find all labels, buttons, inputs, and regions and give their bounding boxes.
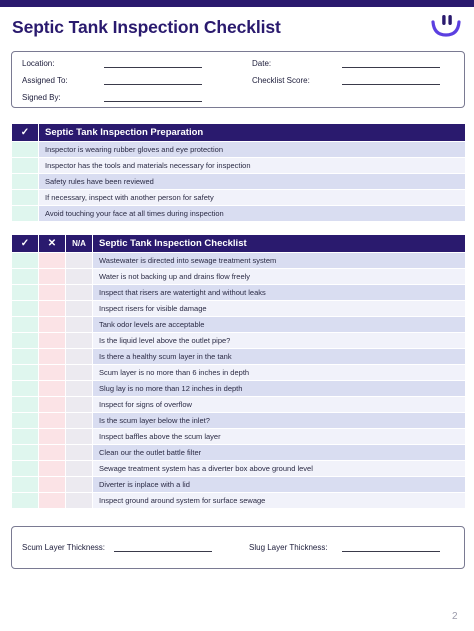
check-column-header: ✓ — [12, 235, 39, 253]
check-cell[interactable] — [12, 429, 39, 445]
x-cell[interactable] — [39, 493, 66, 509]
check-cell[interactable] — [12, 285, 39, 301]
x-cell[interactable] — [39, 253, 66, 269]
preparation-row — [12, 142, 466, 158]
checklist-row — [12, 365, 466, 381]
check-cell[interactable] — [12, 206, 39, 222]
checklist-item-text: Is there a healthy scum layer in the tank — [93, 349, 466, 365]
checklist-row — [12, 317, 466, 333]
checklist-item-text: Scum layer is no more than 6 inches in depth — [93, 365, 466, 381]
scum-layer-field[interactable] — [114, 551, 212, 552]
inspection-info-box — [11, 51, 465, 108]
date-field[interactable] — [342, 67, 440, 68]
check-cell[interactable] — [12, 493, 39, 509]
preparation-item-text: Avoid touching your face at all times during inspection — [39, 206, 466, 222]
check-cell[interactable] — [12, 381, 39, 397]
check-cell[interactable] — [12, 317, 39, 333]
na-cell[interactable] — [66, 269, 93, 285]
checklist-item-text: Inspect ground around system for surface sewage — [93, 493, 466, 509]
x-cell[interactable] — [39, 285, 66, 301]
check-cell[interactable] — [12, 142, 39, 158]
preparation-row — [12, 206, 466, 222]
na-cell[interactable] — [66, 493, 93, 509]
scum-layer-label: Scum Layer Thickness: — [22, 543, 105, 552]
checklist-item-text: Wastewater is directed into sewage treatment system — [93, 253, 466, 269]
signed-by-label: Signed By: — [22, 93, 61, 102]
x-cell[interactable] — [39, 413, 66, 429]
preparation-header-row — [12, 124, 466, 142]
checklist-item-text: Inspect risers for visible damage — [93, 301, 466, 317]
na-cell[interactable] — [66, 413, 93, 429]
slug-layer-label: Slug Layer Thickness: — [249, 543, 328, 552]
checklist-row — [12, 381, 466, 397]
location-field[interactable] — [104, 67, 202, 68]
checklist-row — [12, 301, 466, 317]
smiley-logo-icon — [430, 13, 462, 39]
x-cell[interactable] — [39, 381, 66, 397]
top-bar — [0, 0, 474, 7]
check-cell[interactable] — [12, 349, 39, 365]
x-cell[interactable] — [39, 461, 66, 477]
checklist-row — [12, 349, 466, 365]
na-cell[interactable] — [66, 445, 93, 461]
checklist-item-text: Is the liquid level above the outlet pipe? — [93, 333, 466, 349]
na-cell[interactable] — [66, 461, 93, 477]
x-cell[interactable] — [39, 429, 66, 445]
check-cell[interactable] — [12, 174, 39, 190]
check-cell[interactable] — [12, 461, 39, 477]
checklist-score-field[interactable] — [342, 84, 440, 85]
check-cell[interactable] — [12, 269, 39, 285]
checklist-item-text: Inspect that risers are watertight and without leaks — [93, 285, 466, 301]
na-column-header: N/A — [66, 235, 93, 253]
checklist-row — [12, 429, 466, 445]
checklist-row — [12, 493, 466, 509]
x-cell[interactable] — [39, 333, 66, 349]
checklist-score-label: Checklist Score: — [252, 76, 310, 85]
check-cell[interactable] — [12, 158, 39, 174]
checklist-item-text: Diverter is inplace with a lid — [93, 477, 466, 493]
page-title: Septic Tank Inspection Checklist — [12, 17, 281, 37]
checklist-item-text: Is the scum layer below the inlet? — [93, 413, 466, 429]
assigned-to-label: Assigned To: — [22, 76, 68, 85]
x-column-header: ✕ — [39, 235, 66, 253]
signed-by-field[interactable] — [104, 101, 202, 102]
check-cell[interactable] — [12, 413, 39, 429]
checklist-row — [12, 285, 466, 301]
na-cell[interactable] — [66, 381, 93, 397]
page-number: 2 — [452, 611, 458, 622]
na-cell[interactable] — [66, 429, 93, 445]
preparation-item-text: If necessary, inspect with another person for safety — [39, 190, 466, 206]
checklist-item-text: Sewage treatment system has a diverter box above ground level — [93, 461, 466, 477]
x-cell[interactable] — [39, 365, 66, 381]
checklist-row — [12, 333, 466, 349]
checklist-row — [12, 461, 466, 477]
checklist-item-text: Tank odor levels are acceptable — [93, 317, 466, 333]
checklist-row — [12, 477, 466, 493]
check-cell[interactable] — [12, 397, 39, 413]
check-cell[interactable] — [12, 301, 39, 317]
na-cell[interactable] — [66, 349, 93, 365]
na-cell[interactable] — [66, 301, 93, 317]
checklist-title: Septic Tank Inspection Checklist — [93, 235, 466, 253]
x-cell[interactable] — [39, 397, 66, 413]
preparation-item-text: Safety rules have been reviewed — [39, 174, 466, 190]
check-cell[interactable] — [12, 190, 39, 206]
layer-thickness-box — [11, 526, 465, 569]
assigned-to-field[interactable] — [104, 84, 202, 85]
na-cell[interactable] — [66, 365, 93, 381]
check-cell[interactable] — [12, 477, 39, 493]
checklist-row — [12, 397, 466, 413]
preparation-item-text: Inspector has the tools and materials necessary for inspection — [39, 158, 466, 174]
checklist-item-text: Inspect for signs of overflow — [93, 397, 466, 413]
checklist-item-text: Inspect baffles above the scum layer — [93, 429, 466, 445]
x-cell[interactable] — [39, 301, 66, 317]
na-cell[interactable] — [66, 397, 93, 413]
check-column-header: ✓ — [12, 124, 39, 142]
na-cell[interactable] — [66, 285, 93, 301]
preparation-title: Septic Tank Inspection Preparation — [39, 124, 466, 142]
x-cell[interactable] — [39, 317, 66, 333]
preparation-row — [12, 158, 466, 174]
x-cell[interactable] — [39, 445, 66, 461]
x-cell[interactable] — [39, 269, 66, 285]
preparation-item-text: Inspector is wearing rubber gloves and eye protection — [39, 142, 466, 158]
slug-layer-field[interactable] — [342, 551, 440, 552]
x-cell[interactable] — [39, 349, 66, 365]
check-cell[interactable] — [12, 333, 39, 349]
location-label: Location: — [22, 59, 55, 68]
checklist-item-text: Slug lay is no more than 12 inches in depth — [93, 381, 466, 397]
checklist-row — [12, 269, 466, 285]
check-cell[interactable] — [12, 253, 39, 269]
checklist-item-text: Water is not backing up and drains flow freely — [93, 269, 466, 285]
check-cell[interactable] — [12, 365, 39, 381]
check-cell[interactable] — [12, 445, 39, 461]
checklist-row — [12, 253, 466, 269]
na-cell[interactable] — [66, 253, 93, 269]
preparation-row — [12, 190, 466, 206]
preparation-table — [11, 123, 466, 222]
na-cell[interactable] — [66, 333, 93, 349]
date-label: Date: — [252, 59, 272, 68]
checklist-item-text: Clean our the outlet battle filter — [93, 445, 466, 461]
na-cell[interactable] — [66, 477, 93, 493]
preparation-row — [12, 174, 466, 190]
x-cell[interactable] — [39, 477, 66, 493]
checklist-table — [11, 234, 466, 509]
checklist-header-row — [12, 235, 466, 253]
checklist-row — [12, 445, 466, 461]
na-cell[interactable] — [66, 317, 93, 333]
checklist-row — [12, 413, 466, 429]
